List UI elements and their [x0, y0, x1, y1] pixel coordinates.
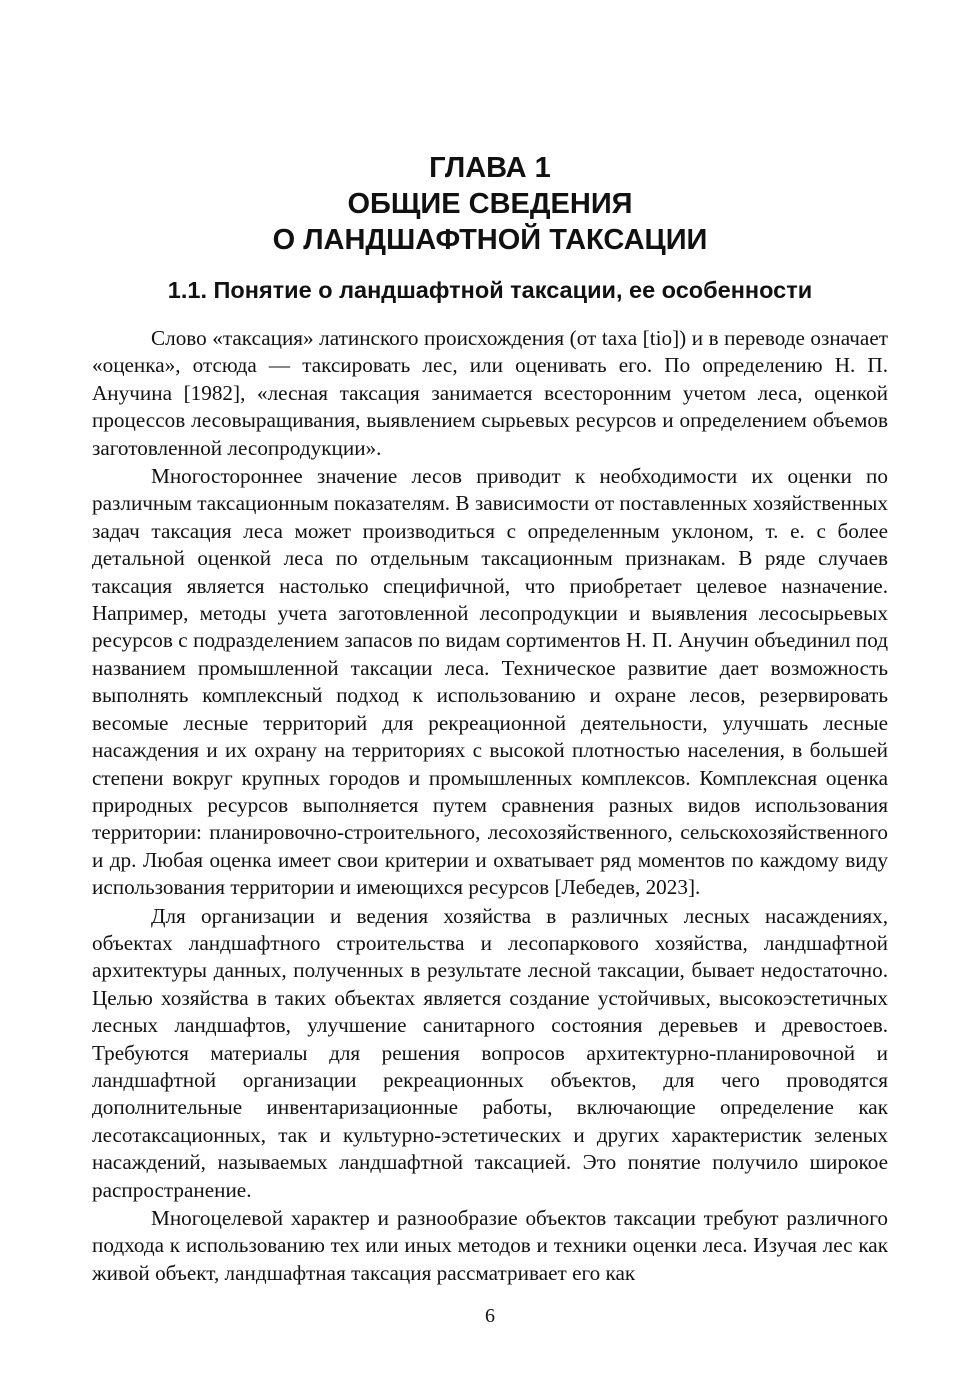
body-text — [92, 325, 888, 1287]
chapter-title-line-2: О ЛАНДШАФТНОЙ ТАКСАЦИИ — [272, 224, 708, 256]
chapter-heading — [0, 150, 980, 258]
paragraph-2: Многостороннее значение лесов приводит к необходимости их оценки по различным таксационным показателям. В зависимости от поставленных хозяйственных задач таксация леса может производиться с определенным уклоном, т. е. с более детальной оценкой леса по отдельным таксационным признакам. В ряде случаев таксация является настолько специфичной, что приобретает целевое назначение. Например, методы учета заготовленной лесопродукции и выявления лесосырьевых ресурсов с подразделением запасов по видам сортиментов Н. П. Анучин объединил под названием промышленной таксации леса. Техническое развитие дает возможность выполнять комплексный подход к использованию и охране лесов, резервировать весомые лесные территорий для рекреационной деятельности, улучшать лесные насаждения и их охрану на территориях с высокой плотностью населения, в большей степени вокруг крупных городов и промышленных комплексов. Комплексная оценка природных ресурсов выполняется путем сравнения разных видов использования территории: планировочно-строительного, лесохозяйственного, сельскохозяйственного и др. Любая оценка имеет свои критерии и охватывает ряд моментов по каждому виду использования территории и имеющихся ресурсов [Лебедев, 2023]. — [92, 464, 888, 900]
paragraph-1: Слово «таксация» латинского происхождения (от taxa [tio]) и в переводе означает «оценка», отсюда — таксировать лес, или оценивать его. По определению Н. П. Анучина [1982], «лесная таксация занимается всесторонним учетом леса, оценкой процессов лесовыращивания, выявлением сырьевых ресурсов и определением объемов заготовленной лесопродукции». — [92, 326, 888, 460]
paragraph-3: Для организации и ведения хозяйства в различных лесных насаждениях, объектах ландшафтного строительства и лесопаркового хозяйства, ландшафтной архитектуры данных, полученных в результате лесной таксации, бывает недостаточно. Целью хозяйства в таких объектах является создание устойчивых, высокоэстетичных лесных ландшафтов, улучшение санитарного состояния деревьев и древостоев. Требуются материалы для решения вопросов архитектурно-планировочной и ландшафтной организации рекреационных объектов, для чего проводятся дополнительные инвентаризационные работы, включающие определение как лесотаксационных, так и культурно-эстетических и других характеристик зеленых насаждений, называемых ландшафтной таксацией. Это понятие получило широкое распространение. — [92, 903, 888, 1202]
section-heading: 1.1. Понятие о ландшафтной таксации, ее особенности — [167, 277, 813, 303]
chapter-number: ГЛАВА 1 — [429, 152, 551, 184]
paragraph-4: Многоцелевой характер и разнообразие объектов таксации требуют различного подхода к использованию тех или иных методов и техники оценки леса. Изучая лес как живой объект, ландшафтная таксация рассматривает его как — [92, 1206, 888, 1285]
page-number: 6 — [485, 1305, 495, 1327]
chapter-title-line-1: ОБЩИЕ СВЕДЕНИЯ — [347, 188, 633, 220]
